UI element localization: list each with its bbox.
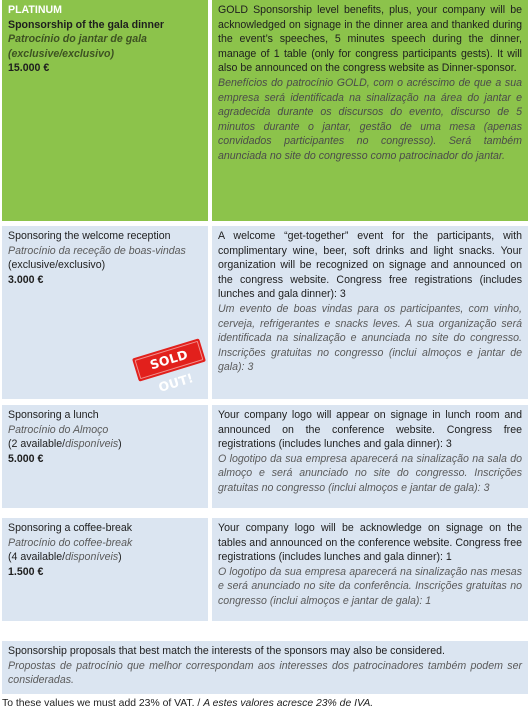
package-availability: (exclusive/exclusivo) (8, 47, 114, 60)
vat-note-pt: A estes valores acresce 23% de IVA. (203, 698, 374, 709)
vat-note-en: To these values we must add 23% of VAT. / (2, 698, 204, 709)
package-summary (2, 518, 208, 621)
sold-out-badge: SOLD OUT! (132, 338, 206, 381)
package-price: 3.000 € (8, 273, 44, 286)
package-title-en: Sponsoring a lunch (8, 409, 99, 421)
proposals-pt: Propostas de patrocínio que melhor correspondam aos interesses dos patrocinadores também podem ser consideradas. (8, 659, 522, 687)
package-row-gala-dinner (2, 0, 528, 221)
description-en: GOLD Sponsorship level benefits, plus, your company will be acknowledged on signage in the dinner area and thanked during the event’s speeches, 5 minutes speech during the dinner, manage of 1 table (only for congress participants gests). It will also be announced on the congress website as Dinner-sponsor. (218, 4, 522, 75)
package-title-pt: Patrocínio do Almoço (8, 423, 109, 436)
proposals-row (2, 641, 528, 694)
description-en: Your company logo will be acknowledge on signage on the tables and announced on the conference website. Congress free registrations (includes lunches and gala dinner): 1 (218, 522, 522, 564)
package-row-lunch (2, 405, 528, 508)
package-summary (2, 405, 208, 508)
description-en: A welcome “get-together” event for the participants, with complimentary wine, beer, soft drinks and light snacks. Your organization will be recognized on signage and announced on the congress website. Congress free registrations (includes lunches and gala dinner): 3 (218, 230, 522, 301)
package-availability: (4 available/disponíveis) (8, 551, 122, 564)
package-row-welcome-reception (2, 226, 528, 399)
proposals-text (2, 641, 528, 694)
tier-label: PLATINUM (8, 4, 62, 16)
package-price: 15.000 € (8, 62, 50, 75)
package-title-pt: Patrocínio da receção de boas-vindas (8, 244, 186, 257)
package-description (212, 226, 528, 399)
description-en: Your company logo will appear on signage in lunch room and announced on the conference website. Congress free registrations (includes lunches and gala dinner): 3 (218, 409, 522, 451)
package-title-pt: Patrocínio do coffee-break (8, 536, 133, 549)
package-title-en: Sponsoring a coffee-break (8, 522, 133, 534)
package-summary (2, 0, 208, 221)
package-summary (2, 226, 208, 399)
package-description (212, 405, 528, 508)
package-title-en: Sponsorship of the gala dinner (8, 18, 164, 31)
package-price: 1.500 € (8, 565, 44, 578)
vat-note (2, 697, 373, 711)
package-description (212, 0, 528, 221)
description-pt: O logotipo da sua empresa aparecerá na sinalização nas mesas e será anunciado no site da conferência. Inscrições gratuitas no congresso (inclui almoços e jantar de gala): 1 (218, 565, 522, 607)
proposals-en: Sponsorship proposals that best match the interests of the sponsors may also be considered. (8, 645, 445, 657)
description-pt: Um evento de boas vindas para os participantes, com vinho, cerveja, refrigerantes e snacks leves. A sua organização será identificada na sinalização e anunciada no site do congresso. Inscrições gratuitas no congresso (inclui almoços e jantar de gala): 3 (218, 302, 522, 374)
package-price: 5.000 € (8, 452, 44, 465)
package-row-coffee-break (2, 518, 528, 621)
package-title-en: Sponsoring the welcome reception (8, 230, 171, 242)
description-pt: Benefícios do patrocínio GOLD, com o acréscimo de que a sua empresa será identificada na sinalização na área do jantar e agradecida durante os discursos do evento, discurso de 5 minutos durante o jantar, gestão de uma mesa (apenas convidados participantes no congresso). Será também anunciada no site do congresso como patrocinador do jantar. (218, 76, 522, 162)
package-availability: (2 available/disponíveis) (8, 438, 122, 451)
package-description (212, 518, 528, 621)
description-pt: O logotipo da sua empresa aparecerá na sinalização na sala do almoço e será anunciado no site do congresso. Inscrições gratuitas no congresso (inclui almoços e jantar de gala): 3 (218, 452, 522, 494)
package-availability: (exclusive/exclusivo) (8, 259, 106, 272)
package-title-pt: Patrocínio do jantar de gala (8, 33, 147, 46)
